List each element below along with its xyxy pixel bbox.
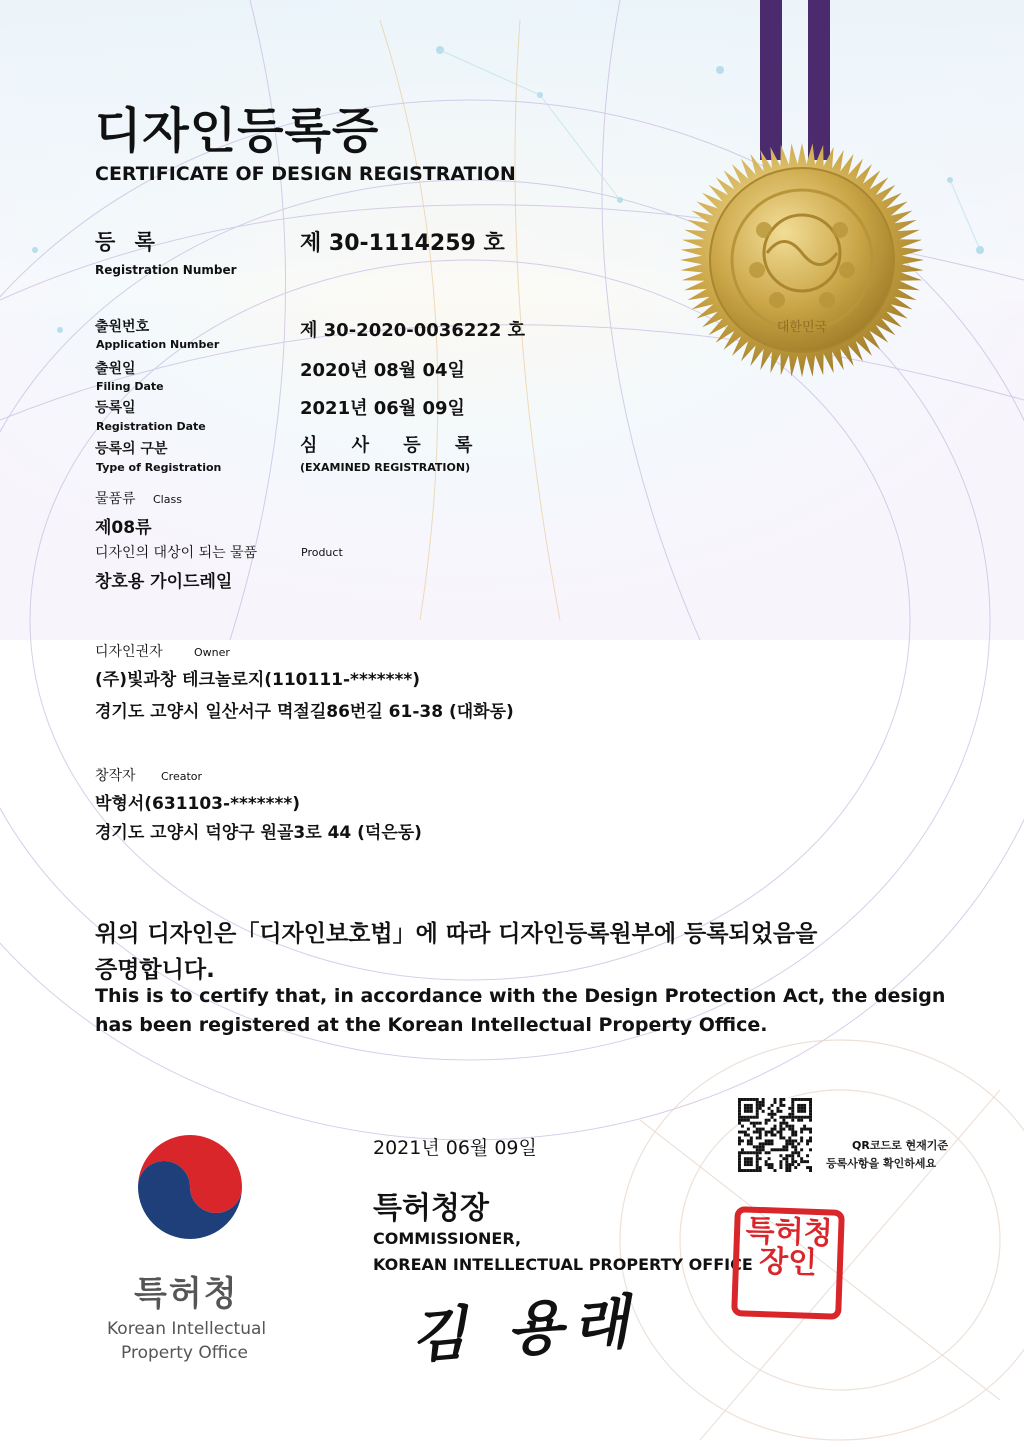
qr-code[interactable]	[738, 1098, 812, 1172]
creator-label-en: Creator	[161, 770, 203, 783]
registration-date-label-en: Registration Date	[96, 420, 206, 433]
registration-label-en: Registration Number	[95, 263, 237, 277]
registration-date: 2021년 06월 09일	[300, 398, 465, 419]
owner-name: (주)빛과창 테크놀로지(110111-*******)	[95, 670, 421, 690]
certification-english-line2: has been registered at the Korean Intellectual Property Office.	[95, 1014, 768, 1036]
gold-seal	[672, 135, 932, 385]
seal-text: 대한민국	[776, 320, 828, 335]
owner-address: 경기도 고양시 일산서구 멱절길86번길 61-38 (대화동)	[95, 702, 514, 722]
filing-date-label-en: Filing Date	[96, 380, 164, 393]
product-label: 디자인의 대상이 되는 물품	[95, 545, 258, 561]
commissioner-en-line2: KOREAN INTELLECTUAL PROPERTY OFFICE	[373, 1255, 753, 1274]
certification-korean-line2: 증명합니다.	[95, 957, 215, 983]
filing-date-label: 출원일	[95, 361, 136, 377]
registration-type-en: (EXAMINED REGISTRATION)	[300, 461, 471, 474]
kipo-logo-icon	[128, 1125, 252, 1249]
issue-date: 2021년 06월 09일	[373, 1137, 537, 1159]
commissioner-signature: 김 용래	[408, 1287, 641, 1371]
registration-type-label-en: Type of Registration	[96, 461, 222, 474]
creator-label: 창작자	[95, 768, 136, 784]
application-number-label-en: Application Number	[96, 338, 220, 351]
commissioner-en-line1: COMMISSIONER,	[373, 1229, 522, 1248]
registration-type-label: 등록의 구분	[95, 441, 168, 457]
registration-date-label: 등록일	[95, 400, 136, 416]
creator-name: 박형서(631103-*******)	[95, 794, 301, 814]
qr-note-line1: QR코드로 현재기준	[852, 1139, 949, 1152]
qr-note-line2: 등록사항을 확인하세요	[826, 1157, 937, 1170]
owner-label-en: Owner	[194, 646, 230, 659]
owner-label: 디자인권자	[95, 644, 163, 660]
certification-english-line1: This is to certify that, in accordance with the Design Protection Act, the design	[95, 985, 946, 1007]
creator-address: 경기도 고양시 덕양구 원골3로 44 (덕은동)	[95, 823, 422, 843]
title-korean: 디자인등록증	[95, 103, 380, 159]
logo-name-korean: 특허청	[134, 1274, 239, 1314]
class-label: 물품류	[95, 491, 136, 507]
product-value: 창호용 가이드레일	[95, 572, 233, 592]
certification-korean-line1: 위의 디자인은「디자인보호법」에 따라 디자인등록원부에 등록되었음을	[95, 921, 818, 947]
stamp-text: 특허청장인	[744, 1213, 834, 1282]
filing-date: 2020년 08월 04일	[300, 360, 465, 381]
registration-label: 등 록	[95, 230, 161, 254]
application-number: 제 30-2020-0036222 호	[300, 320, 526, 341]
logo-name-en-line1: Korean Intellectual	[107, 1319, 267, 1339]
title-english: CERTIFICATE OF DESIGN REGISTRATION	[95, 163, 516, 185]
class-label-en: Class	[153, 493, 182, 506]
official-stamp	[731, 1206, 845, 1320]
class-value: 제08류	[95, 518, 152, 538]
registration-type: 심 사 등 록	[300, 435, 487, 456]
logo-name-en-line2: Property Office	[121, 1343, 248, 1363]
registration-number: 제 30-1114259 호	[300, 231, 505, 256]
application-number-label: 출원번호	[95, 319, 150, 335]
commissioner-title: 특허청장	[373, 1191, 489, 1226]
product-label-en: Product	[301, 546, 343, 559]
